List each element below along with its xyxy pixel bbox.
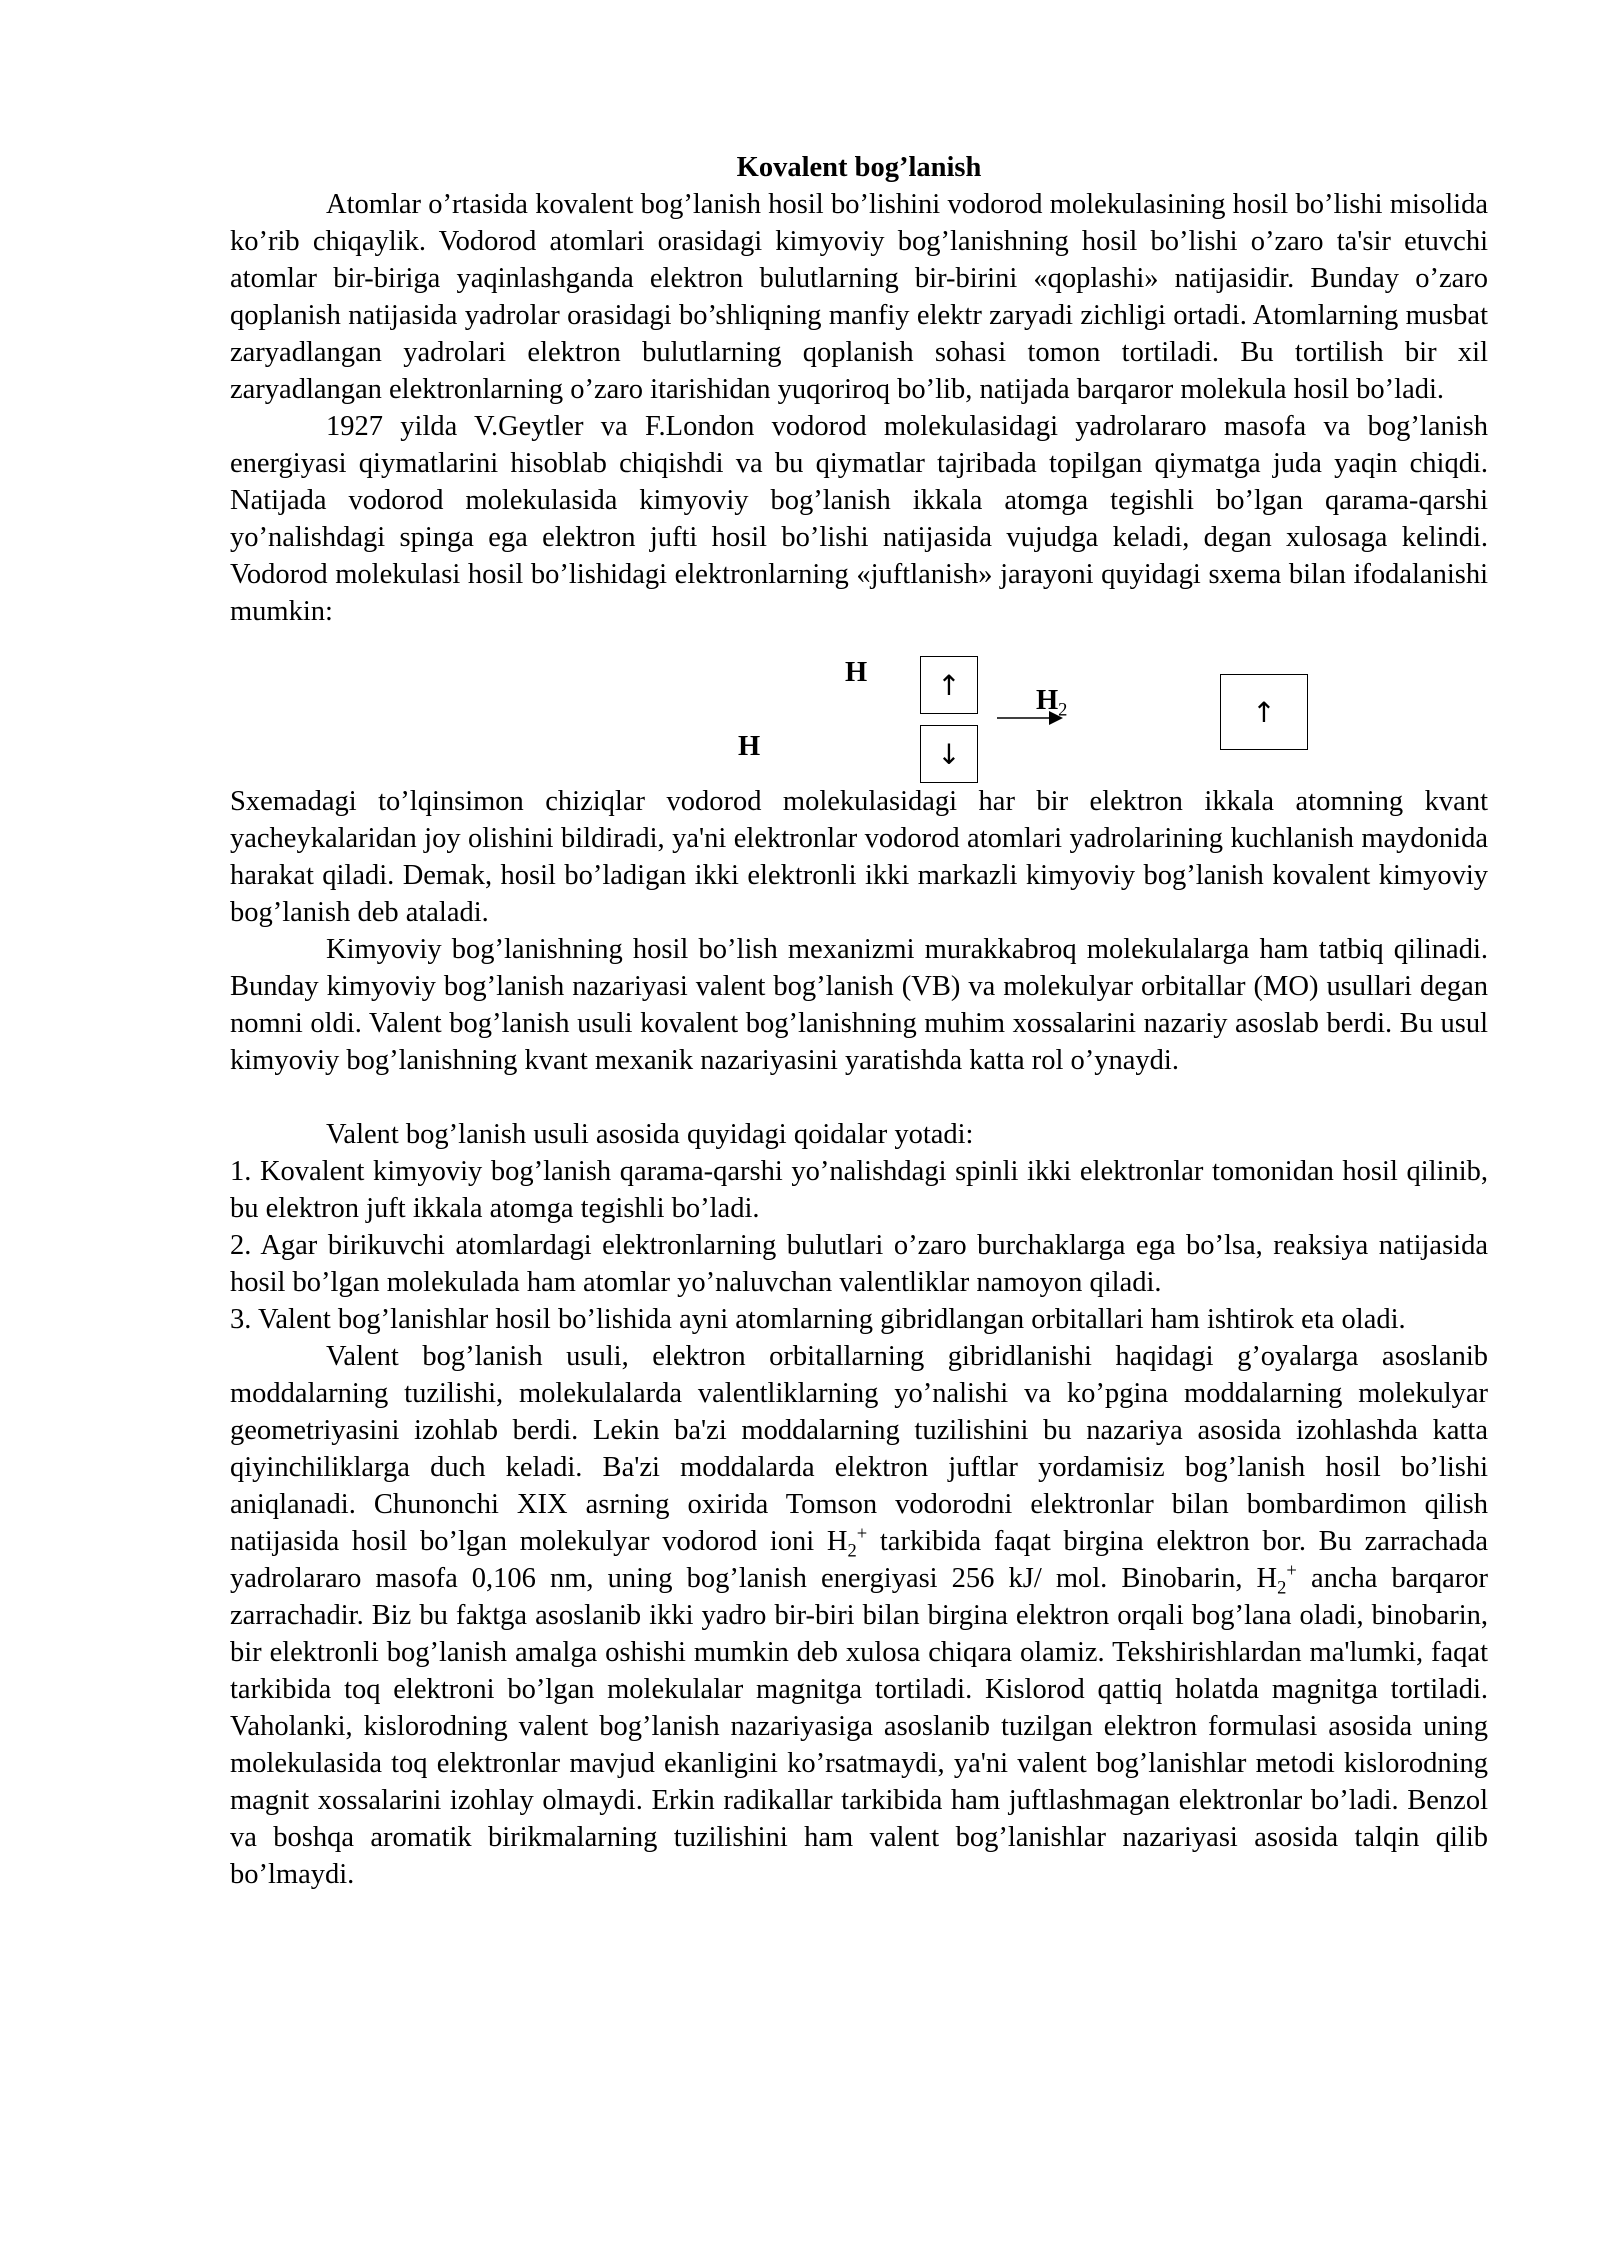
paragraph-5: Valent bog’lanish usuli asosida quyidagi qoidalar yotadi: — [326, 1119, 974, 1150]
spin-up-icon: ↑ — [1252, 695, 1276, 729]
rule-3: 3. Valent bog’lanishlar hosil bo’lishida ayni atomlarning gibridlangan orbitallari ham ishtirok eta oladi. — [230, 1304, 1406, 1335]
document-page — [230, 150, 1488, 1893]
spin-down-icon: ↓ — [937, 737, 961, 771]
paragraph-6: Valent bog’lanish usuli, elektron orbitallarning gibridlanishi haqidagi g’oyalarga asoslanib moddalarning tuzilishi, molekulalarda valentliklarning yo’nalishi va ko’pgina moddalarning molekulyar geometriyasini izohlab berdi. Lekin ba'zi moddalarning tuzilishini bu nazariya asosida izohlashda katta qiyinchiliklarga duch keladi. Ba'zi moddalarda elektron juftlar yordamisiz bog’lanish hosil bo’lishi aniqlanadi. Chunonchi XIX asrning oxirida Tomson vodorodni elektronlar bilan bombardimon qilish natijasida hosil bo’lgan molekulyar vodorod ioni $H_2^+$ tarkibida faqat birgina elektron bor. Bu zarrachada yadrolararo masofa 0,106 nm, uning bog’lanish energiyasi 256 kJ/ mol. Binobarin, $H_2^+$ ancha barqaror zarrachadir. Biz bu faktga asoslanib ikki yadro bir-biri bilan birgina elektron orqali bog’lana oladi, binobarin, bir elektronli bog’lanish amalga oshishi mumkin deb xulosa chiqara olamiz. Tekshirishlardan ma'lumki, faqat tarkibida toq elektroni bo’lgan molekulalar magnitga tortiladi. Kislorod qattiq holatda magnitga tortiladi. Vaholanki, kislorodning valent bog’lanish nazariyasiga asoslanib tuzilgan elektron formulasi asosida uning molekulasida toq elektronlar mavjud ekanligini ko’rsatmaydi, ya'ni valent bog’lanishlar metodi kislorodning magnit xossalarini izohlay olmaydi. Erkin radikallar tarkibida ham juftlashmagan elektronlar bo’ladi. Benzol va boshqa aromatik birikmalarning tuzilishini ham valent bog’lanishlar nazariyasi asosida talqin qilib bo’lmaydi. — [230, 1341, 1488, 1890]
paragraph-1: Atomlar o’rtasida kovalent bog’lanish hosil bo’lishini vodorod molekulasining hosil bo’lishi misolida ko’rib chiqaylik. Vodorod atomlari orasidagi kimyoviy bog’lanishning hosil bo’lishi o’zaro ta'sir etuvchi atomlar bir-biriga yaqinlashganda elektron bulutlarning bir-birini «qoplashi» natijasidir. Bunday o’zaro qoplanish natijasida yadrolar orasidagi bo’shliqning manfiy elektr zaryadi zichligi ortadi. Atomlarning musbat zaryadlangan yadrolari elektron bulutlarning qoplanish sohasi tomon tortiladi. Bu tortilish bir xil zaryadlangan elektronlarning o’zaro itarishidan yuqoriroq bo’lib, natijada barqaror molekula hosil bo’ladi. — [230, 189, 1488, 405]
paragraph-4: Kimyoviy bog’lanishning hosil bo’lish mexanizmi murakkabroq molekulalarga ham tatbiq qilinadi. Bunday kimyoviy bog’lanish nazariyasi valent bog’lanish (VB) va molekulyar orbitallar (MO) usullari degan nomni oldi. Valent bog’lanish usuli kovalent bog’lanishning muhim xossalarini nazariy asoslab berdi. Bu usul kimyoviy bog’lanishning kvant mexanik nazariyasini yaratishda katta rol o’ynaydi. — [230, 934, 1488, 1076]
orbital-cell-bottom — [920, 725, 978, 783]
spin-up-icon: ↑ — [937, 668, 961, 702]
atom-label-top: H — [845, 657, 868, 688]
h2-formation-scheme — [230, 656, 1488, 783]
blank-line — [230, 1079, 1488, 1116]
orbital-cell-top — [920, 656, 978, 714]
document-title: Kovalent bog’lanish — [736, 152, 982, 183]
paragraph-2: 1927 yilda V.Geytler va F.London vodorod molekulasidagi yadrolararo masofa va bog’lanish energiyasi qiymatlarini hisoblab chiqishdi va bu qiymatlar tajribada topilgan qiymatga juda yaqin chiqdi. Natijada vodorod molekulasida kimyoviy bog’lanish ikkala atomga tegishli bo’lgan qarama-qarshi yo’nalishdagi spinga ega elektron jufti hosil bo’lishi natijasida vujudga keladi, degan xulosaga kelindi. Vodorod molekulasi hosil bo’lishidagi elektronlarning «juftlanish» jarayoni quyidagi sxema bilan ifodalanishi mumkin: — [230, 411, 1488, 627]
rule-1: 1. Kovalent kimyoviy bog’lanish qarama-qarshi yo’nalishdagi spinli ikki elektronlar tomonidan hosil qilinib, bu elektron juft ikkala atomga tegishli bo’ladi. — [230, 1156, 1488, 1224]
paragraph-3: Sxemadagi to’lqinsimon chiziqlar vodorod molekulasidagi har bir elektron ikkala atomning kvant yacheykalaridan joy olishini bildiradi, ya'ni elektronlar vodorod atomlari yadrolarining kuchlanish maydonida harakat qiladi. Demak, hosil bo’ladigan ikki elektronli ikki markazli kimyoviy bog’lanish kovalent kimyoviy bog’lanish deb ataladi. — [230, 786, 1488, 928]
product-label: $H_2$ — [1036, 685, 1068, 721]
atom-label-bottom: H — [738, 731, 761, 762]
rule-2: 2. Agar birikuvchi atomlardagi elektronlarning bulutlari o’zaro burchaklarga ega bo’lsa, reaksiya natijasida hosil bo’lgan molekulada ham atomlar yo’naluvchan valentliklar namoyon qiladi. — [230, 1230, 1488, 1298]
orbital-cell-product — [1220, 674, 1308, 750]
